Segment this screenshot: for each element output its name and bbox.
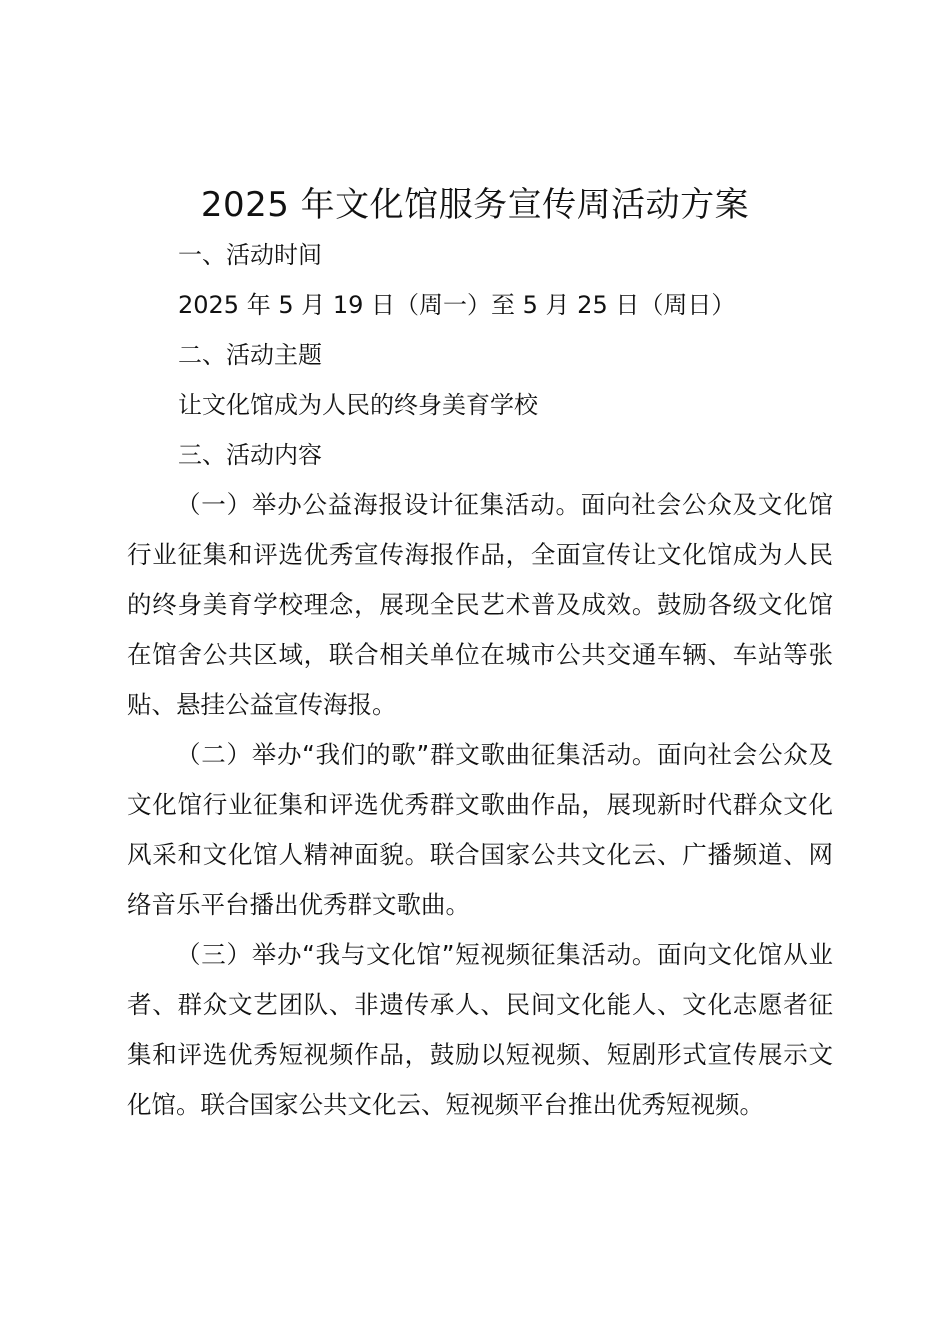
section-heading-time: 一、活动时间 (178, 241, 322, 269)
activity-time-text: 2025 年 5 月 19 日（周一）至 5 月 25 日（周日） (178, 291, 736, 319)
content-item-song: （二）举办“我们的歌”群文歌曲征集活动。面向社会公众及文化馆行业征集和评选优秀群文歌曲作品，展现新时代群众文化风采和文化馆人精神面貌。联合国家公共文化云、广播频道、网络音乐平台播出优秀群文歌曲。 (127, 740, 833, 919)
content-item-video: （三）举办“我与文化馆”短视频征集活动。面向文化馆从业者、群众文艺团队、非遗传承人、民间文化能人、文化志愿者征集和评选优秀短视频作品，鼓励以短视频、短剧形式宣传展示文化馆。联合国家公共文化云、短视频平台推出优秀短视频。 (127, 940, 833, 1119)
section-heading-content: 三、活动内容 (178, 441, 322, 469)
section-heading-theme: 二、活动主题 (178, 341, 322, 369)
content-item-poster: （一）举办公益海报设计征集活动。面向社会公众及文化馆行业征集和评选优秀宣传海报作品，全面宣传让文化馆成为人民的终身美育学校理念，展现全民艺术普及成效。鼓励各级文化馆在馆舍公共区域，联合相关单位在城市公共交通车辆、车站等张贴、悬挂公益宣传海报。 (127, 490, 833, 719)
activity-theme-text: 让文化馆成为人民的终身美育学校 (178, 391, 538, 419)
document-title: 2025 年文化馆服务宣传周活动方案 (200, 185, 750, 225)
